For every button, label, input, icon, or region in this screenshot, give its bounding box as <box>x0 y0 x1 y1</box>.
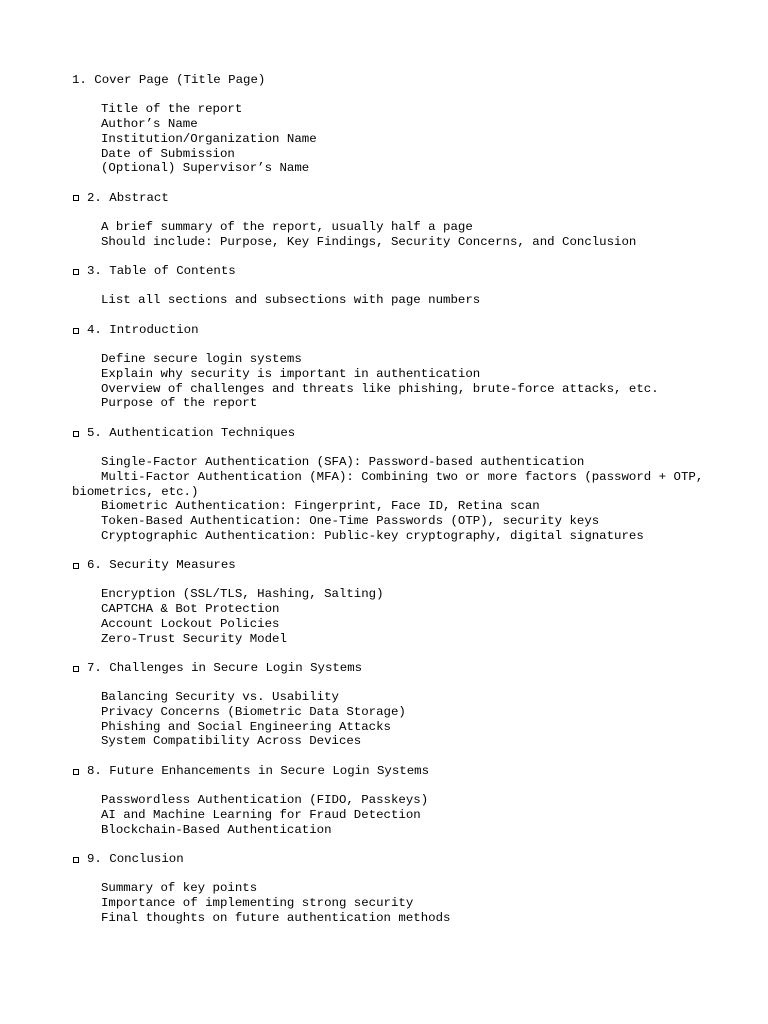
section-line: Final thoughts on future authentication methods <box>101 910 451 925</box>
section-heading-text: 9. Conclusion <box>87 852 184 867</box>
section-heading <box>72 661 712 676</box>
section-line: Purpose of the report <box>101 396 258 411</box>
section-line: Phishing and Social Engineering Attacks <box>101 719 391 734</box>
section-line: CAPTCHA & Bot Protection <box>101 602 280 617</box>
report-outline <box>72 73 712 940</box>
section-future-enhancements <box>72 764 712 838</box>
section-line: Summary of key points <box>101 881 258 896</box>
section-heading <box>72 764 712 779</box>
section-heading <box>72 264 712 279</box>
section-line: A brief summary of the report, usually half a page <box>101 219 473 234</box>
square-bullet-icon <box>73 431 79 437</box>
section-heading <box>72 73 712 88</box>
section-line: Author’s Name <box>101 117 198 132</box>
section-heading-text: 1. Cover Page (Title Page) <box>72 73 266 87</box>
section-heading-text: 2. Abstract <box>87 190 169 205</box>
section-line: Multi-Factor Authentication (MFA): Combining two or more factors (password + OTP, biometrics, etc.) <box>72 469 704 499</box>
section-line: Zero-Trust Security Model <box>101 631 287 646</box>
section-heading-text: 3. Table of Contents <box>87 264 236 279</box>
section-conclusion <box>72 852 712 926</box>
section-line: Token-Based Authentication: One-Time Passwords (OTP), security keys <box>101 513 600 528</box>
section-abstract <box>72 191 712 250</box>
section-heading-text: 4. Introduction <box>87 322 199 337</box>
section-introduction <box>72 323 712 411</box>
square-bullet-icon <box>73 328 79 334</box>
section-heading-text: 8. Future Enhancements in Secure Login Systems <box>87 763 430 778</box>
section-heading-text: 7. Challenges in Secure Login Systems <box>87 660 363 675</box>
section-heading <box>72 426 712 441</box>
square-bullet-icon <box>73 195 79 201</box>
section-line: Encryption (SSL/TLS, Hashing, Salting) <box>101 587 384 602</box>
section-line: Importance of implementing strong security <box>101 896 414 911</box>
section-line: Passwordless Authentication (FIDO, Passkeys) <box>101 793 429 808</box>
section-line: Single-Factor Authentication (SFA): Password-based authentication <box>101 455 585 470</box>
section-heading <box>72 558 712 573</box>
section-line: AI and Machine Learning for Fraud Detection <box>101 807 421 822</box>
section-line: Biometric Authentication: Fingerprint, Face ID, Retina scan <box>101 499 540 514</box>
section-cover-page <box>72 73 712 176</box>
square-bullet-icon <box>73 269 79 275</box>
section-line: System Compatibility Across Devices <box>101 734 362 749</box>
square-bullet-icon <box>73 563 79 569</box>
section-line: Cryptographic Authentication: Public-key cryptography, digital signatures <box>101 528 644 543</box>
section-heading <box>72 191 712 206</box>
section-heading-text: 5. Authentication Techniques <box>87 425 296 440</box>
section-line: Privacy Concerns (Biometric Data Storage) <box>101 705 406 720</box>
section-challenges <box>72 661 712 749</box>
section-line: Should include: Purpose, Key Findings, Security Concerns, and Conclusion <box>101 234 637 249</box>
section-line: Date of Submission <box>101 146 235 161</box>
section-line: Blockchain-Based Authentication <box>101 822 332 837</box>
section-line: (Optional) Supervisor’s Name <box>101 161 310 176</box>
section-security-measures <box>72 558 712 646</box>
section-line: List all sections and subsections with page numbers <box>101 293 481 308</box>
square-bullet-icon <box>73 666 79 672</box>
section-line: Explain why security is important in authentication <box>101 366 481 381</box>
section-heading <box>72 852 712 867</box>
square-bullet-icon <box>73 769 79 775</box>
section-line: Balancing Security vs. Usability <box>101 690 339 705</box>
section-line: Title of the report <box>101 102 243 117</box>
section-table-of-contents <box>72 264 712 308</box>
section-line: Institution/Organization Name <box>101 131 317 146</box>
section-line: Account Lockout Policies <box>101 616 280 631</box>
section-heading-text: 6. Security Measures <box>87 558 236 573</box>
square-bullet-icon <box>73 857 79 863</box>
section-line: Define secure login systems <box>101 352 302 367</box>
section-line: Overview of challenges and threats like phishing, brute-force attacks, etc. <box>101 381 659 396</box>
section-heading <box>72 323 712 338</box>
section-authentication-techniques <box>72 426 712 544</box>
